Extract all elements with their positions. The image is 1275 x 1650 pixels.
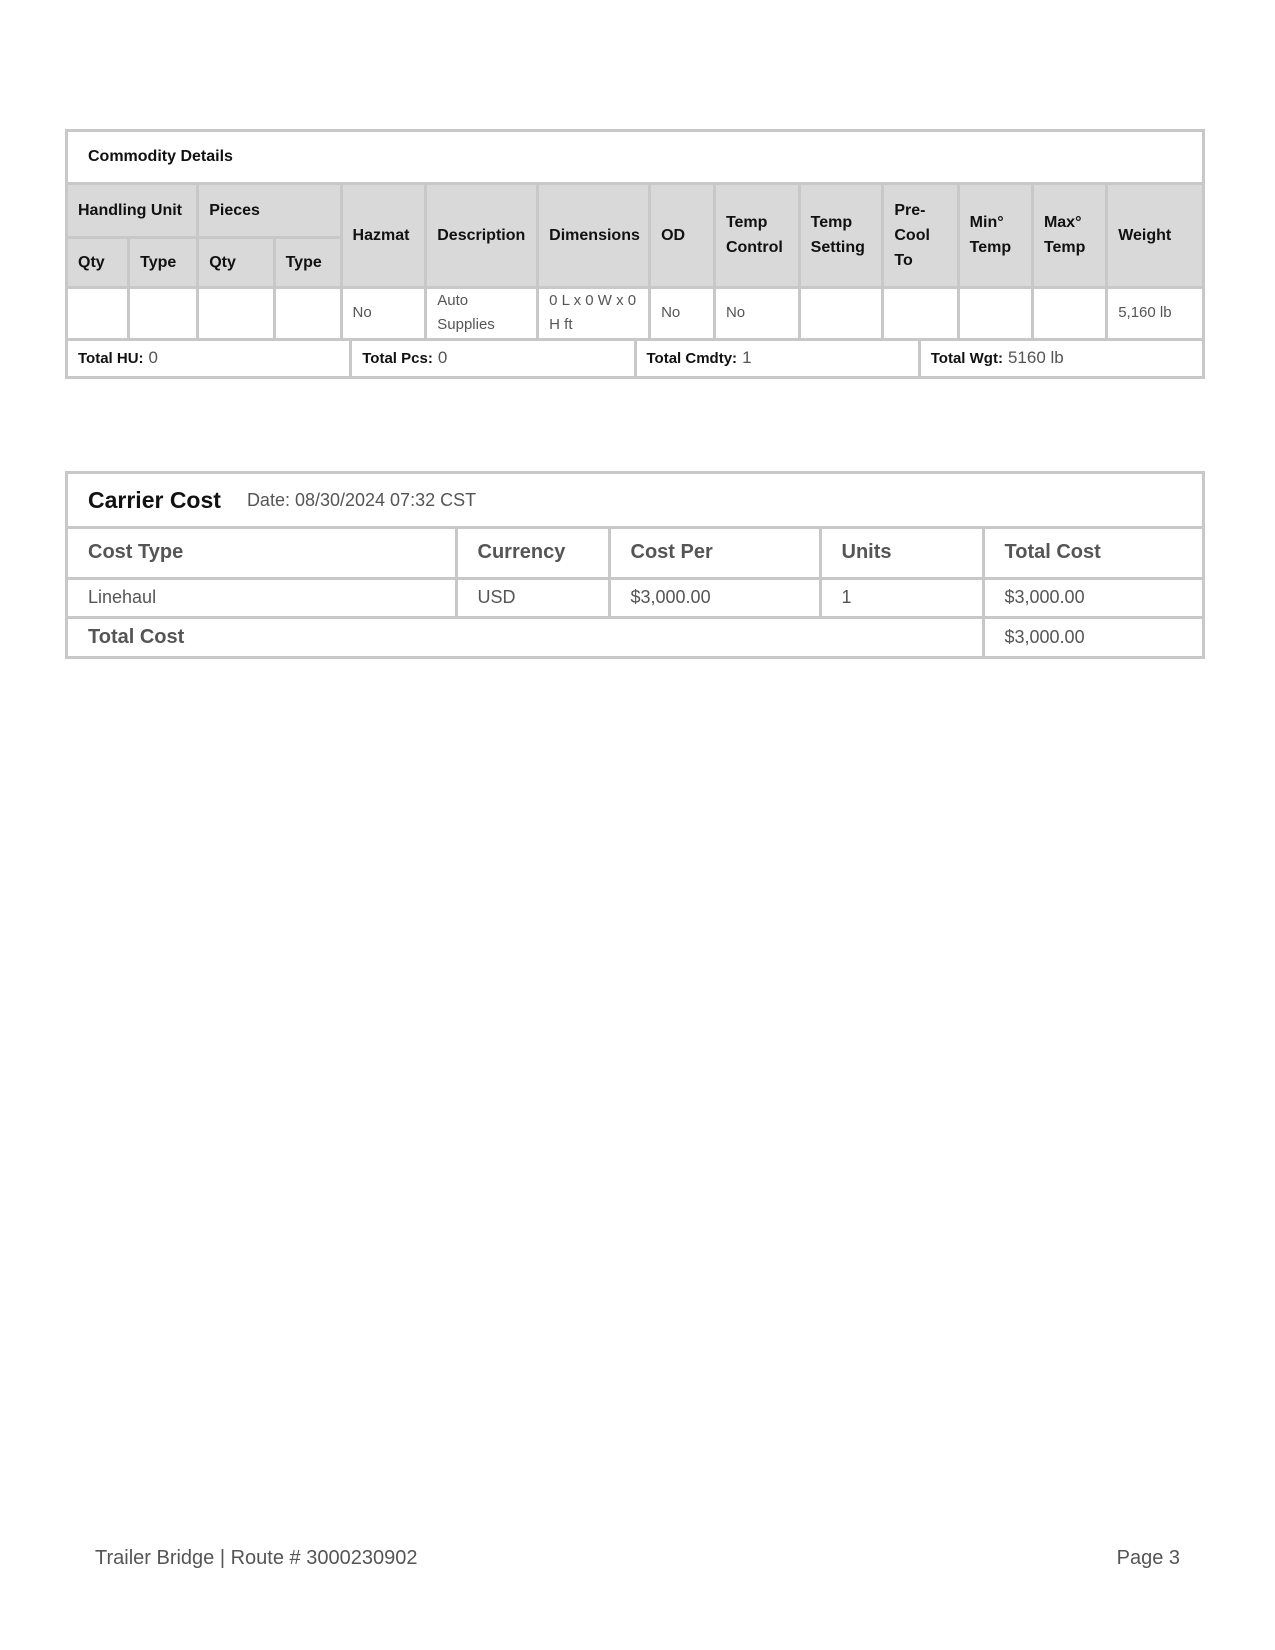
total-pcs-label: Total Pcs:	[362, 349, 433, 367]
commodity-totals	[68, 341, 1202, 376]
total-wgt	[921, 341, 1202, 376]
pcs-type-header: Type	[274, 237, 341, 287]
footer-page-number: Page 3	[1116, 1547, 1180, 1569]
description-cell: Auto Supplies	[426, 287, 538, 339]
cost-type-header: Cost Type	[68, 529, 456, 578]
dimensions-header: Dimensions	[538, 185, 650, 287]
carrier-cost-section	[65, 471, 1205, 659]
max-temp-cell	[1032, 287, 1106, 339]
currency-cell: USD	[456, 578, 609, 617]
pre-cool-to-cell	[883, 287, 958, 339]
total-cost-header: Total Cost	[983, 529, 1202, 578]
total-cmdty-label: Total Cmdty:	[646, 349, 738, 367]
temp-control-header: Temp Control	[714, 185, 799, 287]
commodity-row	[68, 287, 1202, 339]
pcs-qty-cell	[198, 287, 274, 339]
commodity-details-section	[65, 129, 1205, 379]
total-hu-label: Total HU:	[78, 349, 144, 367]
total-cost-label: Total Cost	[68, 617, 983, 656]
total-hu-value: 0	[148, 348, 159, 367]
commodity-table	[68, 185, 1202, 341]
temp-setting-header: Temp Setting	[799, 185, 883, 287]
weight-header: Weight	[1107, 185, 1202, 287]
total-pcs-value: 0	[437, 348, 448, 367]
temp-control-cell: No	[714, 287, 799, 339]
temp-setting-cell	[799, 287, 883, 339]
cost-per-header: Cost Per	[609, 529, 820, 578]
description-header: Description	[426, 185, 538, 287]
carrier-cost-header	[68, 474, 1202, 529]
total-pcs	[352, 341, 636, 376]
pre-cool-to-header: Pre-Cool To	[883, 185, 958, 287]
commodity-details-title: Commodity Details	[68, 132, 1202, 185]
hazmat-header: Hazmat	[341, 185, 426, 287]
total-wgt-value: 5160 lb	[1007, 348, 1064, 367]
hu-qty-header: Qty	[68, 237, 129, 287]
total-cmdty-value: 1	[742, 348, 752, 367]
handling-unit-header: Handling Unit	[68, 185, 198, 237]
max-temp-header: Max° Temp	[1032, 185, 1106, 287]
total-wgt-label: Total Wgt:	[930, 349, 1003, 367]
cost-per-cell: $3,000.00	[609, 578, 820, 617]
total-cmdty	[637, 341, 921, 376]
cost-row	[68, 578, 1202, 617]
carrier-cost-table	[68, 529, 1202, 656]
pcs-type-cell	[274, 287, 341, 339]
pcs-qty-header: Qty	[198, 237, 274, 287]
weight-cell: 5,160 lb	[1107, 287, 1202, 339]
carrier-cost-date: Date: 08/30/2024 07:32 CST	[246, 489, 477, 510]
hu-type-cell	[129, 287, 198, 339]
carrier-cost-title: Carrier Cost	[88, 486, 221, 513]
min-temp-cell	[958, 287, 1032, 339]
total-cost-row	[68, 617, 1202, 656]
units-cell: 1	[820, 578, 983, 617]
total-hu	[68, 341, 352, 376]
footer-route: Trailer Bridge | Route # 3000230902	[95, 1547, 418, 1569]
currency-header: Currency	[456, 529, 609, 578]
min-temp-header: Min° Temp	[958, 185, 1032, 287]
hu-type-header: Type	[129, 237, 198, 287]
cost-type-cell: Linehaul	[68, 578, 456, 617]
units-header: Units	[820, 529, 983, 578]
total-cost-value: $3,000.00	[983, 617, 1202, 656]
hazmat-cell: No	[341, 287, 426, 339]
pieces-header: Pieces	[198, 185, 341, 237]
hu-qty-cell	[68, 287, 129, 339]
dimensions-cell: 0 L x 0 W x 0 H ft	[538, 287, 650, 339]
total-cost-cell: $3,000.00	[983, 578, 1202, 617]
od-cell: No	[650, 287, 715, 339]
od-header: OD	[650, 185, 715, 287]
